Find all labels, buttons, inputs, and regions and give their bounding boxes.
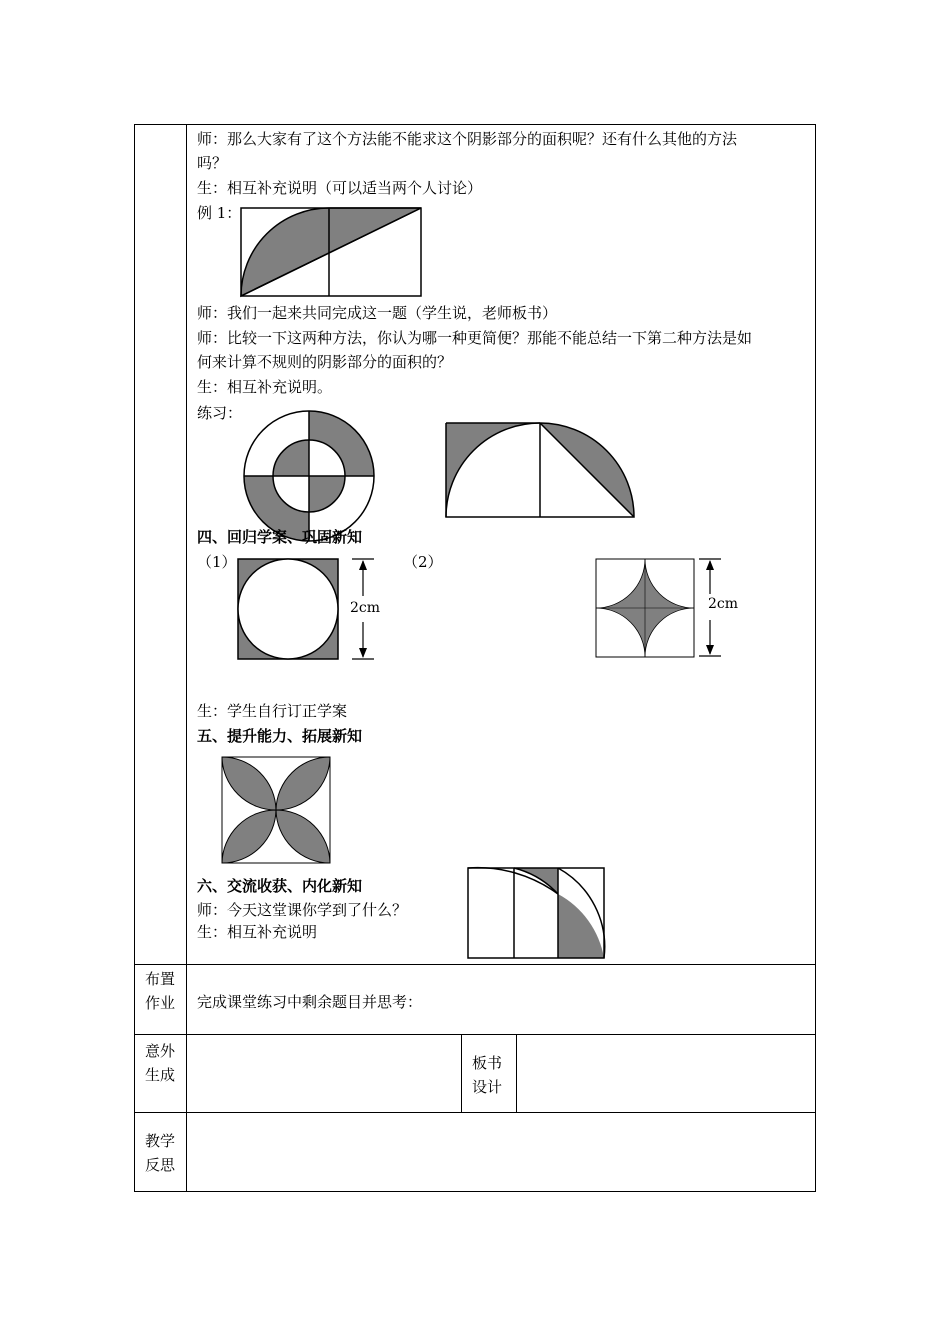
arc-shaded-right [558,894,604,958]
shaded-left-corner [446,423,540,517]
dimension-label-2: 2cm [708,596,739,612]
teacher-summary-question: 师：今天这堂课你学到了什么？ [197,901,408,919]
board-label-divider-right [516,1034,517,1112]
table-border-bottom [134,1191,816,1192]
example-label: 例 1： [197,204,242,222]
item-1-label: （1） [197,553,237,571]
student-discussion: 生：相互补充说明（可以适当两个人讨论） [197,179,483,197]
board-label-line2: 设计 [472,1078,503,1096]
practice-ring-figure [242,409,376,543]
board-label-divider-left [461,1034,462,1112]
section-4-heading: 四、回归学案、巩固新知 [197,528,363,546]
table-row-divider [134,1112,816,1113]
table-column-divider [186,124,187,1192]
teacher-compare-line2: 何来计算不规则的阴影部分的面积的？ [197,353,453,371]
homework-label-line1: 布置 [145,970,176,988]
table-row-divider [134,1034,816,1035]
unexpected-label-line1: 意外 [145,1042,176,1060]
table-border-top [134,124,816,125]
student-correct: 生：学生自行订正学案 [197,702,348,720]
dimension-label-1: 2cm [350,600,381,616]
teacher-board-writing: 师：我们一起来共同完成这一题（学生说，老师板书） [197,304,558,322]
student-summary: 生：相互补充说明 [197,923,318,941]
reflection-label-line2: 反思 [145,1156,176,1174]
square-star-figure [594,557,696,659]
teacher-question-line1: 师：那么大家有了这个方法能不能求这个阴影部分的面积呢？还有什么其他的方法 [197,130,738,148]
four-petal-figure [220,755,332,865]
table-row-divider [134,964,816,965]
reflection-label-line1: 教学 [145,1132,176,1150]
item-2-label: （2） [403,553,443,571]
three-column-arc-figure [466,866,606,960]
student-explain: 生：相互补充说明。 [197,378,333,396]
table-border-left [134,124,135,1192]
practice-label: 练习： [197,404,243,422]
practice-semicircle-figure [444,421,636,519]
section-6-heading: 六、交流收获、内化新知 [197,877,363,895]
example1-figure [239,206,423,298]
board-label-line1: 板书 [472,1054,503,1072]
teacher-compare-line1: 师：比较一下这两种方法，你认为哪一种更简便？那能不能总结一下第二种方法是如 [197,329,753,347]
table-border-right [815,124,816,1192]
homework-label-line2: 作业 [145,994,176,1012]
homework-content: 完成课堂练习中剩余题目并思考： [197,993,423,1011]
unexpected-label-line2: 生成 [145,1066,176,1084]
square-circle-figure [236,557,340,661]
teacher-question-line2: 吗？ [197,154,228,172]
section-5-heading: 五、提升能力、拓展新知 [197,727,363,745]
